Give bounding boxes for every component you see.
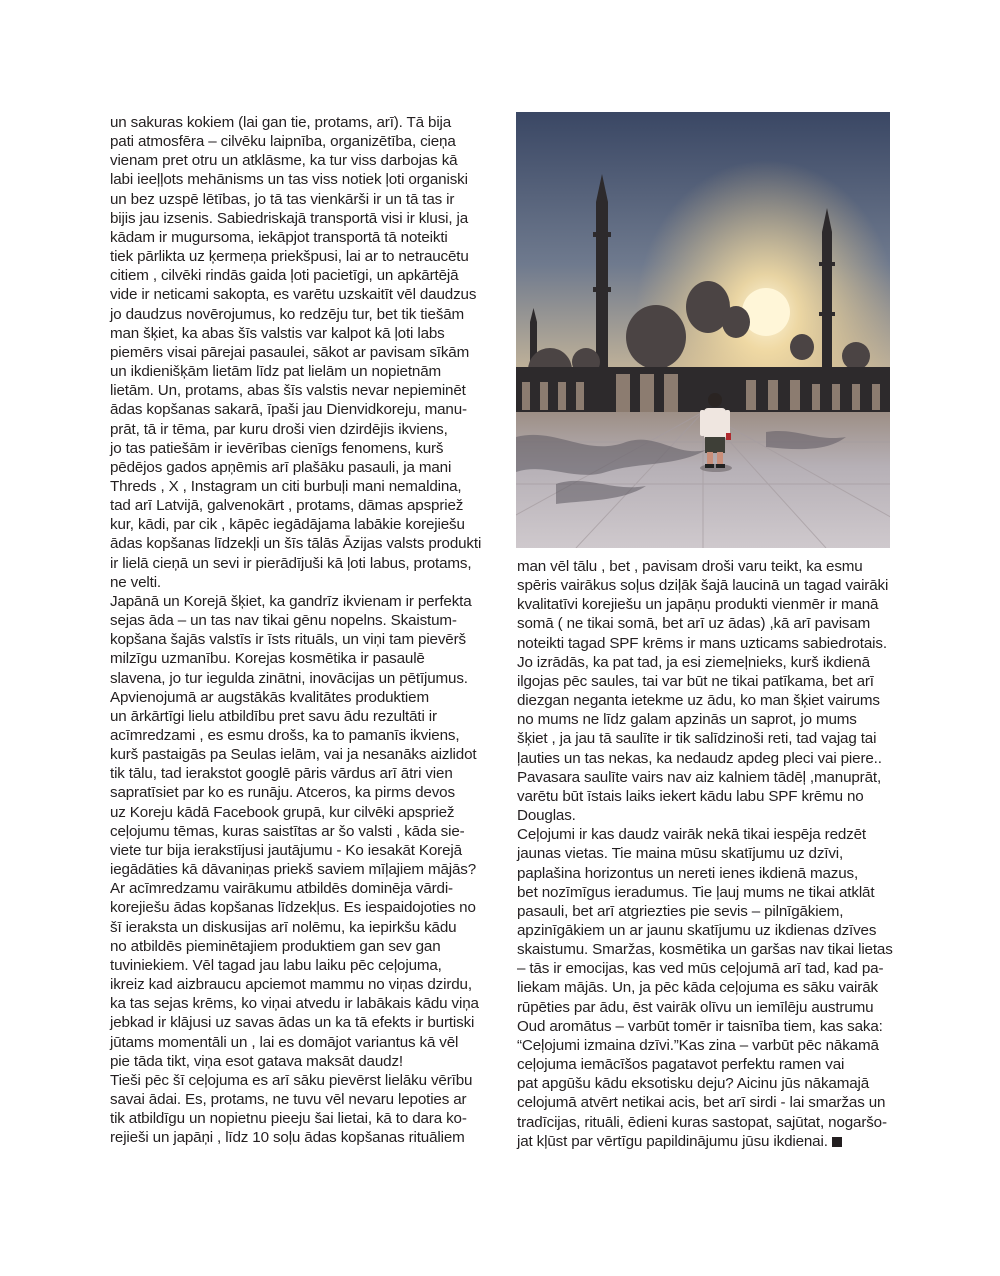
text-line: jo daudzus novērojumus, ko redzēju tur, bet tik tiešām	[110, 305, 465, 323]
text-line: kur, kādi, par cik , kāpēc iegādājama labākie korejiešu	[110, 516, 465, 534]
text-line: Oud aromātus – varbūt tomēr ir taisnība tiem, kas saka:	[517, 1017, 883, 1035]
text-line: rūpēties par ādu, ēst vairāk olīvu un iemīlēju austrumu	[517, 998, 874, 1016]
text-line: Japānā un Korejā šķiet, ka gandrīz ikvienam ir perfekta	[110, 592, 472, 610]
text-line: Tieši pēc šī ceļojuma es arī sāku pievērst lielāku vērību	[110, 1071, 473, 1089]
text-line: un sakuras kokiem (lai gan tie, protams, arī). Tā bija	[110, 114, 452, 131]
text-line: skaistumu. Smaržas, kosmētika un garšas nav tikai lietas	[517, 941, 893, 959]
text-line: ādas kopšanas sakarā, īpaši jau Dienvidkoreju, manu-	[110, 401, 467, 419]
text-line: rejieši un japāņi , līdz 10 soļu ādas kopšanas rituāliem	[110, 1129, 465, 1147]
text-line: bijis jau izsenis. Sabiedriskajā transportā visi ir klusi, ja	[110, 209, 469, 227]
text-line: piemērs visai pārejai pasaulei, sākot ar pavisam sīkām	[110, 343, 470, 361]
text-line: ilgojas pēc saules, tai var būt ne tikai patīkama, bet arī	[517, 672, 874, 690]
text-line: Douglas.	[517, 807, 576, 825]
text-line: paplašina horizontus un nereti ienes ikdienā mazus,	[517, 864, 859, 882]
text-line: “Ceļojumi izmaina dzīvi.”Kas zina – varbūt pēc nākamā	[517, 1036, 879, 1054]
text-line: man vēl tālu , bet , pavisam droši varu teikt, ka esmu	[517, 558, 863, 575]
text-line: citiem , cilvēki rindās gaida ļoti pacietīgi, un apkārtējā	[110, 267, 459, 285]
text-line: iegādāties kā dāvaniņas priekš saviem mīļajiem mājās?	[110, 861, 477, 879]
article-left-column	[110, 113, 490, 1147]
text-line: jaunas vietas. Tie maina mūsu skatījumu uz dzīvi,	[517, 845, 844, 863]
text-line: noteikti tagad SPF krēms ir mans uzticams sabiedrotais.	[517, 634, 887, 652]
text-line: somā ( ne tikai somā, bet arī uz ādas) ,kā arī pavisam	[517, 615, 871, 633]
text-line: tad arī Latvijā, galvenokārt , protams, dāmas apspriež	[110, 497, 464, 515]
text-line: sejas āda – un tas nav tikai gēnu nopelns. Skaistum-	[110, 612, 457, 630]
text-line: vide ir neticami sakopta, es varētu uzskaitīt vēl daudzus	[110, 286, 477, 304]
text-line: Threds , X , Instagram un citi burbuļi mani nemaldina,	[110, 477, 462, 495]
text-line: Apvienojumā ar augstākās kvalitātes produktiem	[110, 688, 429, 706]
text-line: korejiešu ādas kopšanas līdzekļus. Es iespaidojoties no	[110, 899, 476, 917]
article-end-mark	[832, 1137, 842, 1147]
mosque-photo	[516, 112, 890, 548]
text-line: ļauties un tas nekas, ka nedaudz apdeg pleci vai piere..	[517, 749, 882, 767]
text-line: un bez uzspē lētības, jo tā tas vienkārši ir un tā tas ir	[110, 190, 455, 208]
text-line: pat apgūšu kādu eksotisku deju? Aicinu jūs nākamajā	[517, 1075, 870, 1093]
text-line: spēris vairākus soļus dziļāk šajā laucinā un tagad vairāki	[517, 577, 889, 595]
text-line: pati atmosfēra – cilvēku laipnība, organizētība, cieņa	[110, 133, 456, 151]
text-line: tradīcijas, rituāli, ēdieni kuras sastopat, sajūtat, nogaršo-	[517, 1113, 887, 1131]
text-line: acīmredzami , es esmu drošs, ka to pamanīs ikviens,	[110, 727, 460, 744]
text-line: kvalitatīvi korejiešu un japāņu produkti vienmēr ir manā	[517, 596, 879, 614]
article-right-column	[517, 557, 897, 1151]
text-line: man šķiet, ka abas šīs valstis var kalpot kā ļoti labs	[110, 324, 445, 342]
text-line: no atbildēs pieminētajiem produktiem gan sev gan	[110, 937, 441, 955]
text-line: prāt, tā ir tēma, par kuru droši vien dzirdējis ikviens,	[110, 420, 448, 438]
mosque-photo-illustration	[516, 112, 890, 548]
text-line: celojumā atvērt netikai acis, bet arī sirdi - lai smaržas un	[517, 1094, 886, 1112]
text-line: kurš pastaigās pa Seulas ielām, vai ja nesanāks aizlidot	[110, 746, 477, 764]
text-line: jūtams momentāli un , lai es domājot variantus kā vēl	[110, 1033, 459, 1051]
text-line: tik tālu, tad ierakstot googlē pāris vārdus arī ātri vien	[110, 765, 453, 783]
text-line: kopšana šajās valstīs ir īsts rituāls, un viņi tam pievērš	[110, 631, 466, 649]
text-line: viete tur bija ierakstījusi jautājumu - Ko iesakāt Korejā	[110, 841, 462, 859]
text-line: varētu būt īstais laiks iekert kādu labu SPF krēmu no	[517, 787, 864, 805]
text-line: jebkad ir klājusi uz savas ādas un ka tā efekts ir burtiski	[110, 1014, 475, 1032]
text-line: ādas kopšanas līdzekļi un šīs tālās Āzijas valsts produkti	[110, 535, 482, 553]
text-line: jat kļūst par vērtīgu papildinājumu jūsu ikdienai.	[517, 1132, 897, 1151]
text-line: jo tas patiešām ir ievērības cienīgs fenomens, kurš	[110, 439, 444, 457]
text-line: pasauli, bet arī atgriezties pie sevis – pilnīgākiem,	[517, 902, 844, 920]
text-line: pēdējos gados apņēmis arī plašāku pasauli, ja mani	[110, 458, 452, 476]
text-line: labi ieeļļots mehānisms un tas viss notiek ļoti organiski	[110, 171, 468, 189]
text-line: tik atbildīgu un nopietnu pieeju šai lietai, kā to dara ko-	[110, 1110, 467, 1128]
text-line: ka tas sejas krēms, ko viņai atvedu ir labākais kādu viņa	[110, 995, 479, 1013]
text-line: tuviniekiem. Vēl tagad jau labu laiku pēc ceļojuma,	[110, 956, 442, 974]
text-line: slavena, jo tur iegulda zinātni, inovācijas un pētījumus.	[110, 669, 468, 687]
text-line: ir lielā cieņā un sevi ir pierādījuši kā ļoti labus, protams,	[110, 554, 472, 572]
text-line: ne velti.	[110, 573, 161, 591]
text-line: ikreiz kad aizbraucu apciemot mammu no viņas dzirdu,	[110, 976, 472, 994]
text-line: bet nozīmīgus ieradumus. Tie ļauj mums ne tikai atklāt	[517, 883, 875, 901]
text-line: savai ādai. Es, protams, ne tuvu vēl nevaru lepoties ar	[110, 1090, 467, 1108]
text-line: liekam mājās. Un, ja pēc kāda ceļojuma es sāku vairāk	[517, 979, 878, 997]
text-line: ceļojuma iemācīšos pagatavot perfektu ramen vai	[517, 1056, 845, 1074]
text-line: ceļojumu tēmas, kuras saistītas ar šo valsti , kāda sie-	[110, 822, 465, 840]
text-line: tiek pārlikta uz ķermeņa priekšpusi, lai ar to netraucētu	[110, 248, 469, 266]
text-line: vienam pret otru un atklāsme, ka tur viss darbojas kā	[110, 152, 458, 170]
text-line: apzinīgākiem un ar jaunu skatījumu uz ikdienas dzīves	[517, 921, 877, 939]
text-line: no mums ne līdz galam apzinās un saprot, jo mums	[517, 711, 857, 729]
text-line: šķiet , ja jau tā saulīte ir tik salīdzinoši reti, tad vajag tai	[517, 730, 877, 748]
text-line: un ārkārtīgi lielu atbildību pret savu ādu rezultāti ir	[110, 707, 437, 725]
text-line: Ar acīmredzamu vairākumu atbildēs dominēja vārdi-	[110, 880, 453, 898]
text-line: kādam ir mugursoma, iekāpjot transportā tā noteikti	[110, 228, 448, 246]
text-line: un ikdienišķām lietām līdz pat lielām un nopietnām	[110, 363, 442, 381]
text-line: uz Koreju kādā Facebook grupā, kur cilvēki apspriež	[110, 803, 455, 821]
text-line: diezgan neganta ietekme uz ādu, ko man šķiet vairums	[517, 692, 880, 710]
text-line: milzīgu uzmanību. Korejas kosmētika ir pasaulē	[110, 650, 425, 668]
text-line: Ceļojumi ir kas daudz vairāk nekā tikai iespēja redzēt	[517, 826, 866, 844]
text-line: Pavasara saulīte vairs nav aiz kalniem tādēļ ,manuprāt,	[517, 768, 882, 786]
text-line: – tās ir emocijas, kas ved mūs ceļojumā arī tad, kad pa-	[517, 960, 884, 978]
text-line: pie tāda tikt, viņa esot gatava maksāt daudz!	[110, 1052, 403, 1070]
text-line: Jo izrādās, ka pat tad, ja esi ziemeļnieks, kurš ikdienā	[517, 653, 870, 671]
text-line: sapratīsiet par ko es runāju. Atceros, ka pirms devos	[110, 784, 455, 802]
text-line: šī ieraksta un diskusijas arī nolēmu, ka iepirkšu kādu	[110, 918, 457, 936]
text-line: lietām. Un, protams, abas šīs valstis nevar nepieminēt	[110, 382, 466, 400]
